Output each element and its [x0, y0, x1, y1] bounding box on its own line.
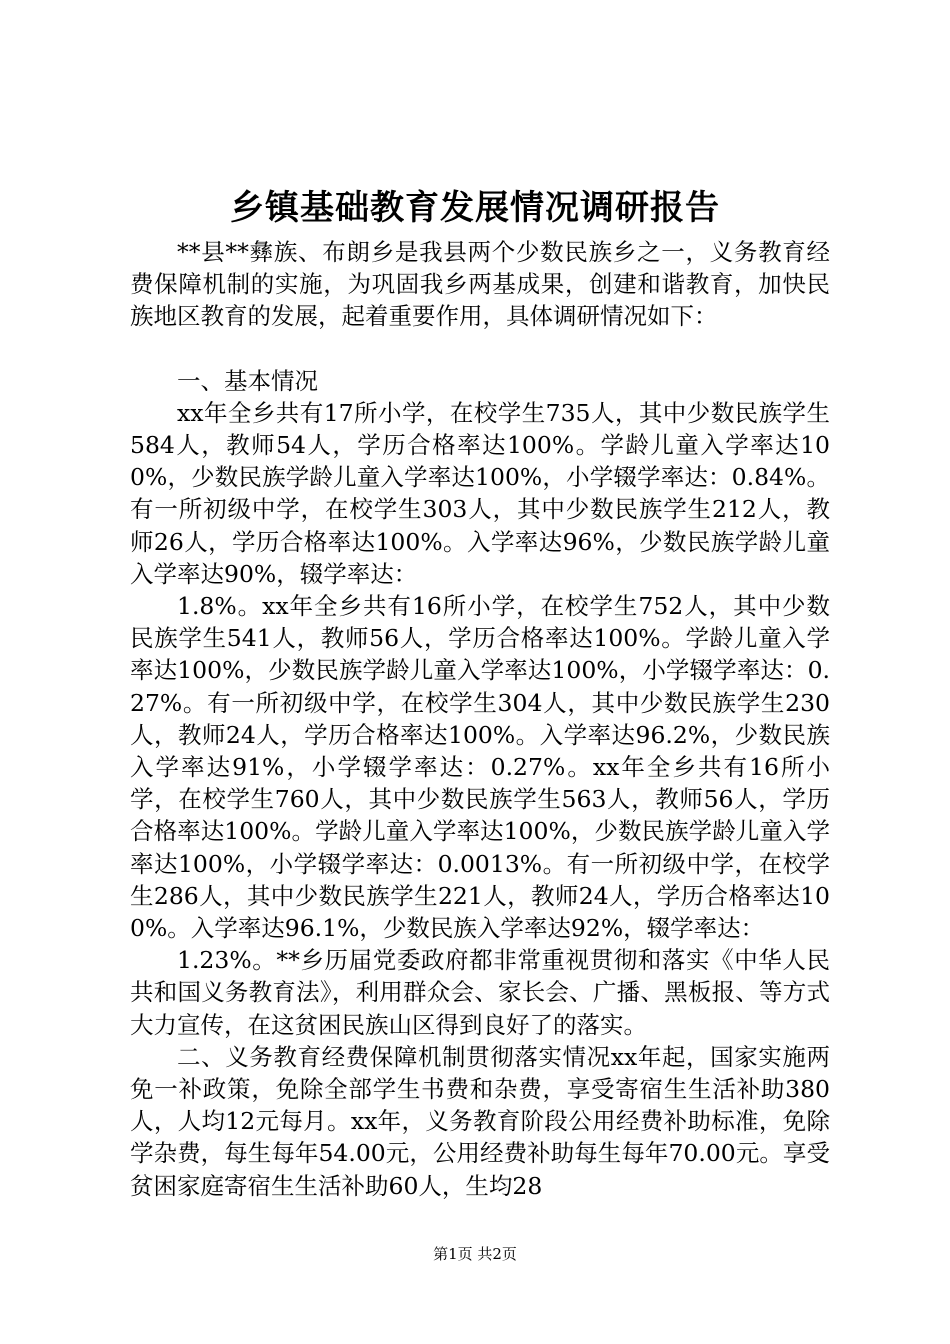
document-body — [130, 236, 830, 1202]
section-heading-basic: 一、基本情况 — [177, 366, 318, 395]
body-paragraph: 二、义务教育经费保障机制贯彻落实情况xx年起，国家实施两免一补政策，免除全部学生书费和杂费，享受寄宿生生活补助380人，人均12元每月。xx年，义务教育阶段公用经费补助标准，免除学杂费，每生每年54.00元，公用经费补助每生每年70.00元。享受贫困家庭寄宿生生活补助60人，生均28 — [130, 1042, 830, 1200]
document-title: 乡镇基础教育发展情况调研报告 — [230, 188, 720, 228]
body-paragraph: 1.8%。xx年全乡共有16所小学，在校学生752人，其中少数民族学生541人，教师56人，学历合格率达100%。学龄儿童入学率达100%，少数民族学龄儿童入学率达100%，小学辍学率达：0.27%。有一所初级中学，在校学生304人，其中少数民族学生230人，教师24人，学历合格率达100%。入学率达96.2%，少数民族入学率达91%，小学辍学率达：0.27%。xx年全乡共有16所小学，在校学生760人，其中少数民族学生563人，教师56人，学历合格率达100%。学龄儿童入学率达100%，少数民族学龄儿童入学率达100%，小学辍学率达：0.0013%。有一所初级中学，在校学生286人，其中少数民族学生221人，教师24人，学历合格率达100%。入学率达96.1%，少数民族入学率达92%，辍学率达： — [130, 592, 830, 943]
body-paragraph: 1.23%。**乡历届党委政府都非常重视贯彻和落实《中华人民共和国义务教育法》，利用群众会、家长会、广播、黑板报、等方式大力宣传，在这贫困民族山区得到良好了的落实。 — [130, 946, 830, 1039]
body-paragraph: xx年全乡共有17所小学，在校学生735人，其中少数民族学生584人，教师54人，学历合格率达100%。学龄儿童入学率达100%，少数民族学龄儿童入学率达100%，小学辍学率达：0.84%。有一所初级中学，在校学生303人，其中少数民族学生212人，教师26人，学历合格率达100%。入学率达96%，少数民族学龄儿童入学率达90%，辍学率达： — [130, 398, 830, 588]
intro-paragraph: **县**彝族、布朗乡是我县两个少数民族乡之一，义务教育经费保障机制的实施，为巩固我乡两基成果，创建和谐教育，加快民族地区教育的发展，起着重要作用，具体调研情况如下： — [130, 238, 830, 331]
page-number-footer: 第1页 共2页 — [433, 1245, 517, 1263]
